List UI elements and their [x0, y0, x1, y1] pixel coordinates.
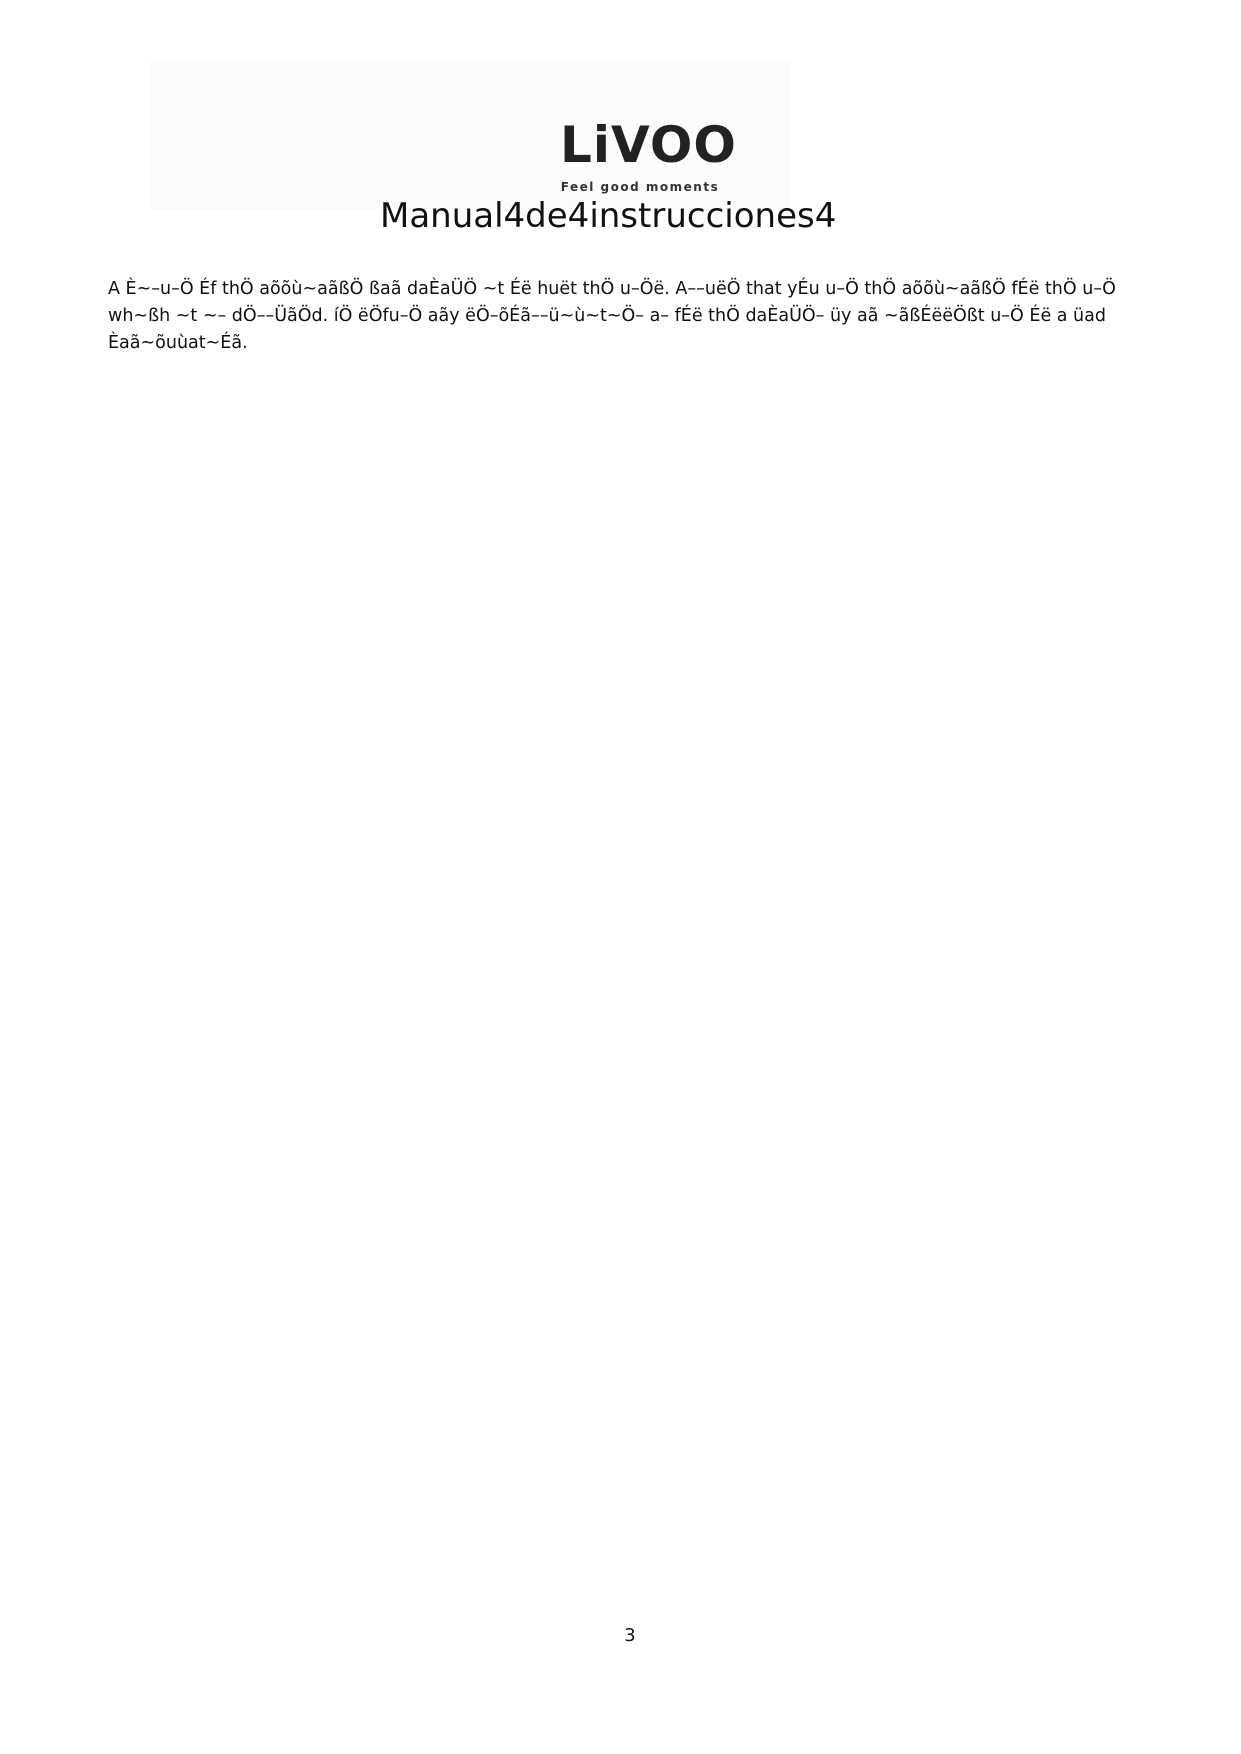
- brand-tagline: Feel good moments: [560, 180, 720, 194]
- document-title: Manual4de4instrucciones4: [380, 196, 837, 236]
- intro-line: Èaã~õuùat~Éã.: [108, 333, 248, 353]
- intro-line: A È~–u–Ö Éf thÖ aõõù~aãßÖ ßaã daÈaÜÖ ~t Éë huët thÖ u–Öë. A––uëÖ that yÉu u–Ö thÖ aõõù~aãßÖ fÉë thÖ u–Ö: [108, 279, 1116, 299]
- brand-logo: LiVOO: [560, 116, 737, 174]
- page-number: 3: [624, 1625, 636, 1646]
- intro-line: wh~ßh ~t ~– dÖ––ÜãÖd. íÖ ëÖfu–Ö aãy ëÖ–õÉã––ü~ù~t~Ö– a– fÉë thÖ daÈaÜÖ– üy aã ~ãßÉëëÖßt u–Ö Éë a üad: [108, 306, 1106, 326]
- intro-paragraph: [108, 276, 1241, 357]
